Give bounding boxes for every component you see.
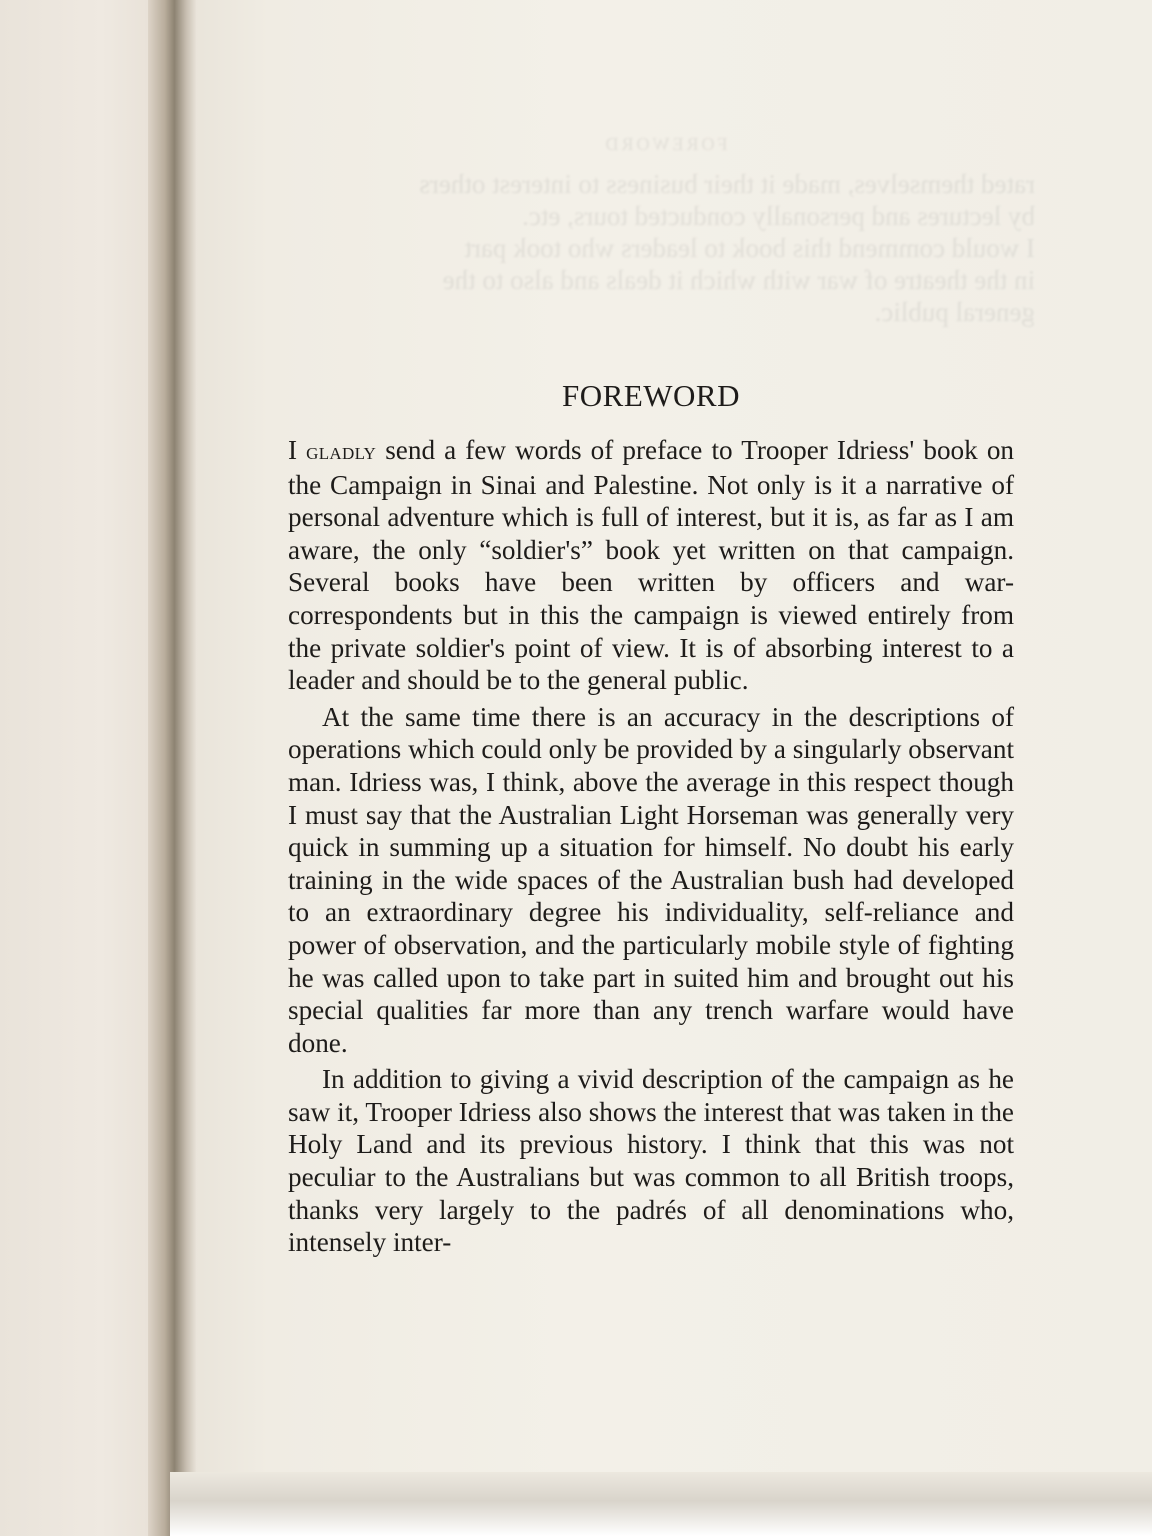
paragraph-2: At the same time there is an accuracy in the descriptions of operations which could only be provided by a singularly observant man. Idriess was, I think, above the average in this respect though I must say that the Australian Light Horseman was generally very quick in summing up a situation for himself. No doubt his early training in the wide spaces of the Australian bush had developed to an extraordinary degree his individuality, self-reliance and power of observation, and the particularly mobile style of fighting he was called upon to take part in suited him and brought out his special qualities far more than any trench warfare would have done. bbox=[288, 701, 1014, 1058]
bleed-through-line: in the theatre of war with which it deals and also to the bbox=[442, 265, 1035, 295]
bleed-through-line: general public. bbox=[874, 297, 1035, 327]
bleed-through-line: I would commend this book to leaders who took part bbox=[464, 233, 1035, 263]
bleed-through-text bbox=[295, 128, 1035, 328]
bleed-through-line: rated themselves, made it their business to interest others bbox=[419, 169, 1035, 199]
bleed-through-header: FOREWORD bbox=[602, 134, 728, 154]
paragraph-1 bbox=[288, 434, 1014, 697]
book-gutter bbox=[148, 0, 196, 1536]
drop-word: I bbox=[288, 435, 298, 465]
paragraph-3: In addition to giving a vivid description of the campaign as he saw it, Trooper Idriess also shows the interest that was taken in the Holy Land and its previous history. I think that this was not peculiar to the Australians but was common to all British troops, thanks very largely to the padrés of all denominations who, intensely inter- bbox=[288, 1064, 1014, 1258]
smallcaps-word: gladly bbox=[306, 439, 377, 465]
paragraph-1-text: send a few words of preface to Trooper Idriess' book on the Campaign in Sinai and Palestine. Not only is it a narrative of personal adventure which is full of interest, but it is, as far as I am aware, the only “soldier's” book yet written on that campaign. Several books have been written by officers and war-correspondents but in this the campaign is viewed entirely from the private soldier's point of view. It is of absorbing interest to a leader and should be to the general public. bbox=[288, 435, 1015, 696]
foreword-content bbox=[288, 378, 1014, 1259]
left-page bbox=[0, 0, 170, 1536]
page-title: FOREWORD bbox=[562, 378, 740, 413]
bleed-through-line: by lectures and personally conducted tours, etc. bbox=[522, 201, 1035, 231]
page-bottom-edge bbox=[170, 1472, 1152, 1536]
